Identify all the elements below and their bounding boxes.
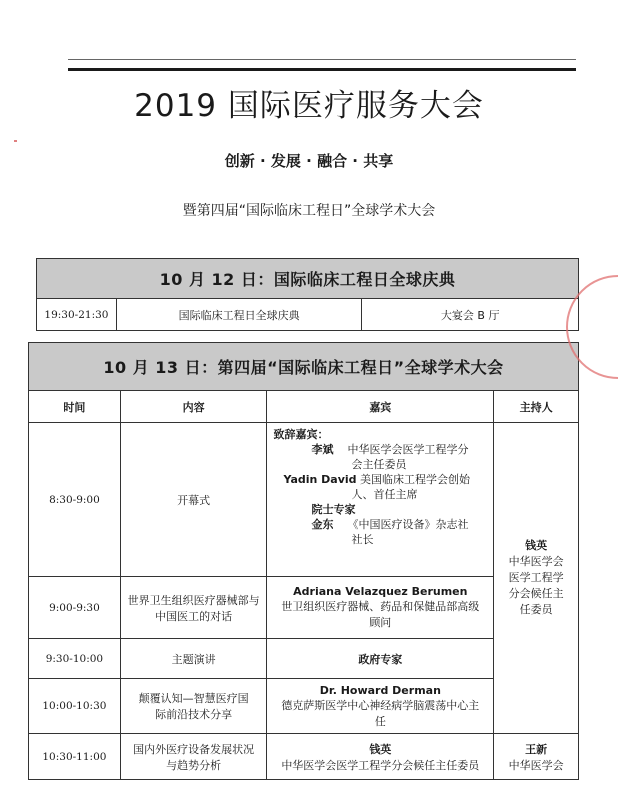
guest-desc: 世卫组织医疗器械、药品和保健品部高级 bbox=[281, 600, 480, 613]
header-content: 内容 bbox=[120, 391, 267, 423]
header-host: 主持人 bbox=[494, 391, 579, 423]
row-guest bbox=[267, 577, 494, 639]
guest-label: 致辞嘉宾： bbox=[273, 428, 329, 441]
guest-desc: 社长 bbox=[351, 533, 374, 546]
guest-desc: 《中国医疗设备》杂志社 bbox=[347, 518, 469, 531]
host-cell bbox=[494, 423, 579, 734]
host-name: 王新 bbox=[525, 742, 548, 756]
guest-desc: 德克萨斯医学中心神经病学脑震荡中心主 bbox=[281, 698, 480, 712]
guest-label: 院士专家 bbox=[311, 503, 356, 516]
guest-desc: 顾问 bbox=[369, 616, 392, 629]
host-title-line: 医学工程学 bbox=[508, 571, 564, 584]
content-line: 与趋势分析 bbox=[166, 758, 222, 772]
row-time: 9:00-9:30 bbox=[29, 577, 121, 639]
row-time: 9:30-10:00 bbox=[29, 639, 121, 679]
host-name: 钱英 bbox=[525, 539, 548, 552]
row-guest bbox=[267, 734, 494, 780]
red-ink-mark bbox=[14, 140, 17, 142]
header-time: 时间 bbox=[29, 391, 121, 423]
content-line: 世界卫生组织医疗器械部与 bbox=[127, 593, 260, 607]
row-time: 10:00-10:30 bbox=[29, 679, 121, 734]
row-content: 主题演讲 bbox=[120, 639, 267, 679]
row-guest bbox=[267, 679, 494, 734]
row-guest: 政府专家 bbox=[267, 639, 494, 679]
table-row bbox=[29, 734, 579, 780]
day2-table bbox=[28, 342, 579, 780]
day1-table bbox=[36, 258, 579, 331]
top-thick-rule bbox=[68, 68, 576, 71]
content-line: 颠覆认知—智慧医疗国 bbox=[138, 692, 249, 705]
day1-event: 国际临床工程日全球庆典 bbox=[116, 299, 362, 331]
row-content: 开幕式 bbox=[120, 423, 267, 577]
guest-name: Yadin David bbox=[283, 473, 357, 486]
content-line: 国内外医疗设备发展状况 bbox=[133, 742, 255, 756]
guest-name: 李斌 bbox=[311, 443, 334, 456]
guest-desc: 人、首任主席 bbox=[351, 488, 418, 501]
row-content bbox=[120, 679, 267, 734]
content-line: 际前沿技术分享 bbox=[155, 708, 233, 721]
row-time: 10:30-11:00 bbox=[29, 734, 121, 780]
host-cell bbox=[494, 734, 579, 780]
guest-desc: 美国临床工程学会创始 bbox=[360, 473, 471, 486]
row-content bbox=[120, 577, 267, 639]
content-line: 中国医工的对话 bbox=[155, 609, 233, 623]
guest-name: 钱英 bbox=[369, 742, 392, 756]
host-title-line: 任委员 bbox=[519, 603, 553, 616]
guest-desc: 中华医学会医学工程学分 bbox=[347, 443, 469, 456]
table-row bbox=[29, 423, 579, 577]
host-org: 中华医学会 bbox=[508, 758, 564, 772]
day1-time: 19:30-21:30 bbox=[37, 299, 117, 331]
host-title-line: 中华医学会 bbox=[508, 555, 564, 568]
conference-slogan: 创新 · 发展 · 融合 · 共享 bbox=[224, 152, 394, 170]
host-title-line: 分会候任主 bbox=[508, 587, 564, 600]
guest-name: 金东 bbox=[311, 518, 334, 531]
guest-desc: 任 bbox=[374, 714, 386, 728]
page-title: 2019 国际医疗服务大会 bbox=[134, 88, 484, 124]
guest-desc: 中华医学会医学工程学分会候任主任委员 bbox=[281, 758, 480, 772]
row-content bbox=[120, 734, 267, 780]
top-thin-rule bbox=[68, 59, 576, 60]
row-time: 8:30-9:00 bbox=[29, 423, 121, 577]
guest-name: Adriana Velazquez Berumen bbox=[293, 585, 468, 598]
day2-band: 10 月 13 日：第四届“国际临床工程日”全球学术大会 bbox=[29, 343, 579, 391]
conference-subtitle: 暨第四届“国际临床工程日”全球学术大会 bbox=[182, 203, 436, 219]
guest-desc: 会主任委员 bbox=[351, 458, 407, 471]
day1-venue: 大宴会 B 厅 bbox=[362, 299, 579, 331]
guest-name: Dr. Howard Derman bbox=[319, 683, 441, 697]
header-guest: 嘉宾 bbox=[267, 391, 494, 423]
day1-band: 10 月 12 日：国际临床工程日全球庆典 bbox=[37, 259, 579, 299]
row-guest bbox=[267, 423, 494, 577]
